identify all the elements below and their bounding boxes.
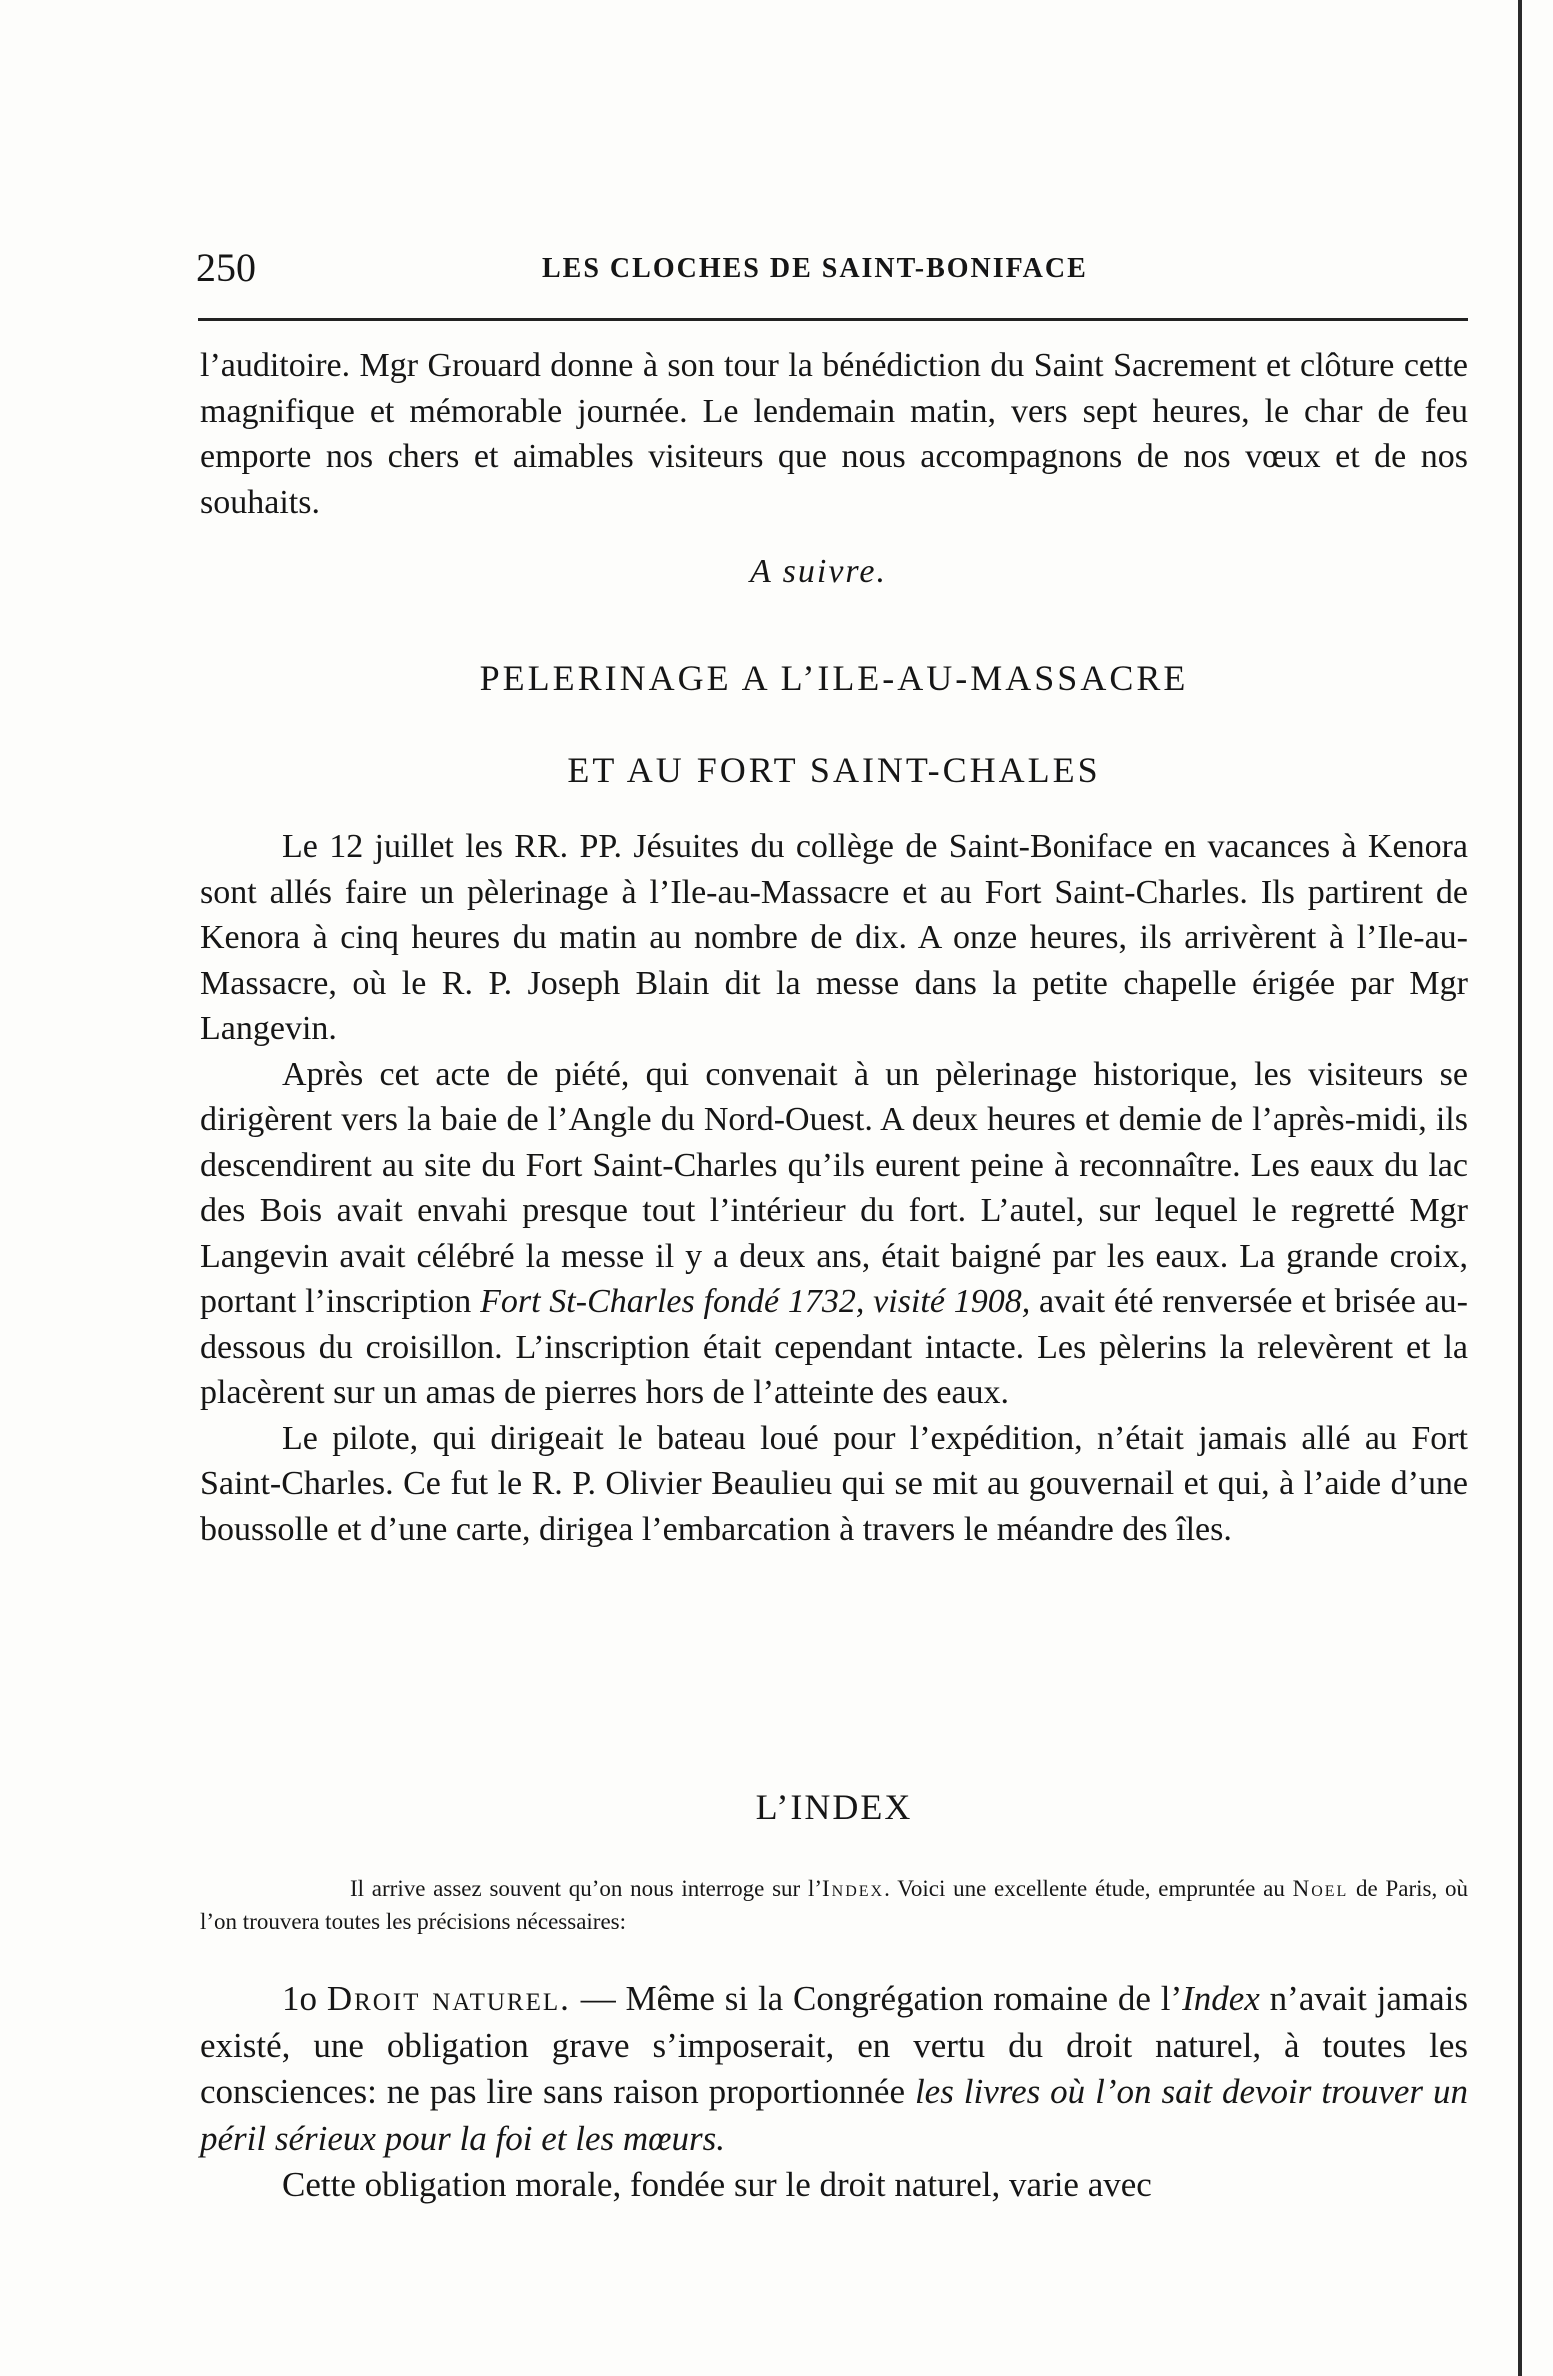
section-2-title-line-2: ET AU FORT SAINT-CHALES bbox=[567, 750, 1101, 790]
intro-text: Il arrive assez souvent qu’on nous interroge sur l’ bbox=[350, 1876, 823, 1901]
paragraph bbox=[200, 1976, 1468, 2162]
paragraph-text: Même si la Congrégation romaine de l’ bbox=[625, 1979, 1183, 2018]
paragraph-text: n’avait jamais existé, une obligation grave s’imposerait, en vertu du droit naturel, à toutes les consciences: ne pas lire sans raison proportionnée bbox=[200, 1979, 1469, 2111]
page-number: 250 bbox=[196, 245, 256, 290]
point-number: 1o bbox=[282, 1979, 327, 2018]
point-dash: — bbox=[570, 1979, 626, 2018]
section-2-title-line-1: PELERINAGE A L’ILE-AU-MASSACRE bbox=[479, 658, 1189, 698]
paragraph-text: Après cet acte de piété, qui convenait à un pèlerinage historique, les visiteurs se dirigèrent vers la baie de l’Angle du Nord-Ouest. A deux heures et demie de l’après-midi, ils descendirent au site du Fort Saint-Charles qu’ils eurent peine à reconnaître. Les eaux du lac des Bois avait envahi presque tout l’intérieur du fort. L’autel, sur lequel le regretté Mgr Langevin avait célébré la messe il y a deux ans, était baigné par les eaux. La grande croix, portant l’inscription bbox=[200, 1055, 1468, 1320]
paragraph: Le pilote, qui dirigeait le bateau loué pour l’expédition, n’était jamais allé au Fort Saint-Charles. Ce fut le R. P. Olivier Beaulieu qui se mit au gouvernail et qui, à l’aide d’une boussolle et d’une carte, dirigea l’embarcation à travers le méandre des îles. bbox=[200, 1419, 1468, 1548]
paragraph: Le 12 juillet les RR. PP. Jésuites du collège de Saint-Boniface en vacances à Kenora sont allés faire un pèlerinage à l’Ile-au-Massacre et au Fort Saint-Charles. Ils partirent de Kenora à cinq heures du matin au nombre de dix. A onze heures, ils arrivèrent à l’Ile-au-Massacre, où le R. P. Joseph Blain dit la messe dans la petite chapelle érigée par Mgr Langevin. bbox=[200, 828, 1468, 1047]
section-3-body bbox=[200, 1976, 1468, 2209]
header-rule bbox=[198, 318, 1468, 321]
paragraph: l’auditoire. Mgr Grouard donne à son tour la bénédiction du Saint Sacrement et clôture cette magnifique et mémorable journée. Le lendemain matin, vers sept heures, le char de feu emporte nos chers et aimables visiteurs que nous accompagnons de nos vœux et de nos souhaits. bbox=[200, 347, 1468, 521]
section-3-title: L’INDEX bbox=[755, 1787, 913, 1827]
section-3-intro bbox=[200, 1872, 1468, 1938]
inscription-text: Fort St-Charles fondé 1732, visité 1908, bbox=[480, 1283, 1031, 1320]
intro-text: de Paris, où l’on trouvera toutes les précisions nécessaires: bbox=[200, 1876, 1468, 1934]
page-edge-rule bbox=[1518, 0, 1522, 2376]
point-label: Droit naturel. bbox=[326, 1979, 571, 2018]
intro-index: Index bbox=[822, 1876, 885, 1901]
index-word: Index bbox=[1182, 1979, 1260, 2018]
a-suivre: A suivre. bbox=[750, 553, 887, 590]
italic-quote: les livres où l’on sait devoir trouver un péril sérieux pour la foi et les mœurs. bbox=[200, 2072, 1469, 2158]
intro-text: . Voici une excellente étude, empruntée au bbox=[884, 1876, 1293, 1901]
section-1-body bbox=[200, 343, 1468, 525]
running-title: LES CLOCHES DE SAINT-BONIFACE bbox=[542, 253, 1088, 284]
paragraph: Cette obligation morale, fondée sur le droit naturel, varie avec bbox=[282, 2165, 1152, 2204]
paragraph bbox=[200, 1052, 1468, 1416]
page-header bbox=[196, 238, 1468, 298]
paragraph-text: avait été renversée et brisée au-dessous du croisillon. L’inscription était cependant intacte. Les pèlerins la relevèrent et la placèrent sur un amas de pierres hors de l’atteinte des eaux. bbox=[200, 1283, 1468, 1411]
intro-noel: Noel bbox=[1292, 1876, 1349, 1901]
section-2-body bbox=[200, 824, 1468, 1552]
